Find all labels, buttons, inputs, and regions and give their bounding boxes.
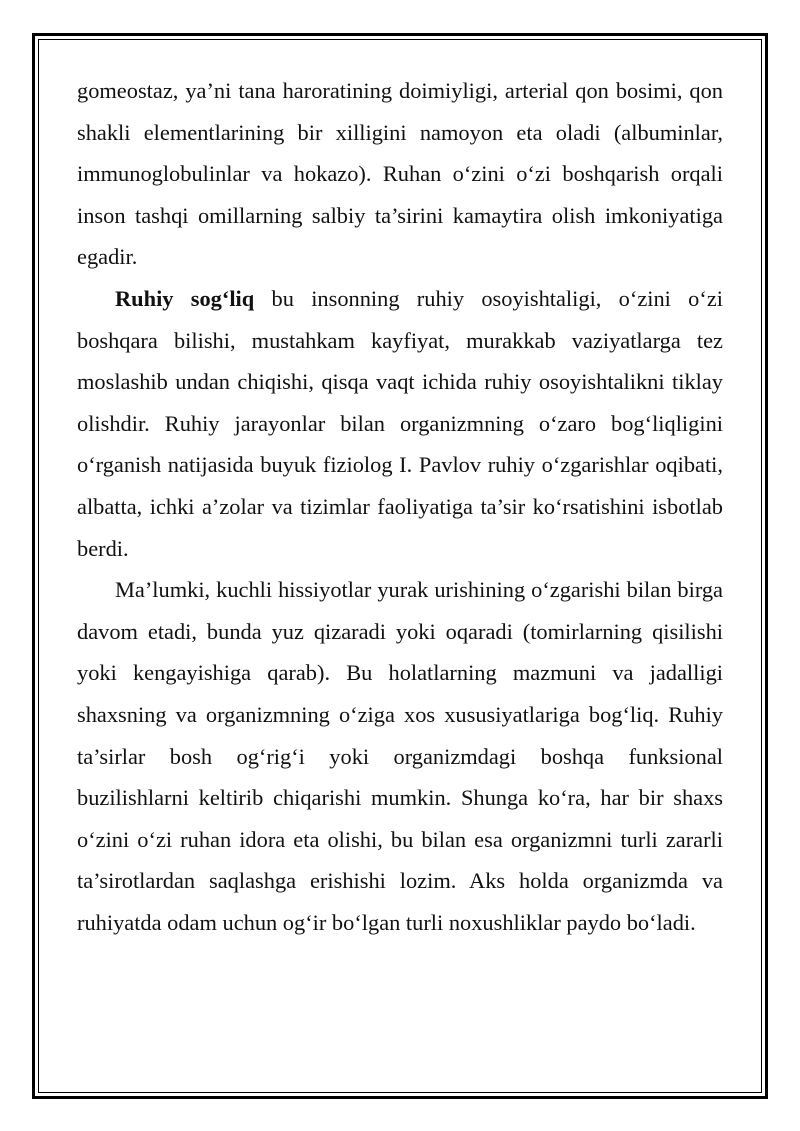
document-body [77,70,723,943]
paragraph-mental-health [77,278,723,569]
term-ruhiy-sogliq: Ruhiy sog‘liq [115,285,255,311]
paragraph-text: bu insonning ruhiy osoyishtaligi, o‘zini o‘zi boshqara bilishi, mustahkam kayfiyat, murakkab vaziyatlarga tez moslashib undan chiqishi, qisqa vaqt ichida ruhiy osoyishtalikni tiklay olishdir. Ruhiy jarayonlar bilan organizmning o‘zaro bog‘liqligini o‘rganish natijasida buyuk fiziolog I. Pavlov ruhiy o‘zgarishlar oqibati, albatta, ichki a’zolar va tizimlar faoliyatiga ta’sir ko‘rsatishini isbotlab berdi. [77,285,723,561]
paragraph-continuation [77,70,723,278]
paragraph-text: gomeostaz, ya’ni tana haroratining doimiyligi, arterial qon bosimi, qon shakli elementlarining bir xilligini namoyon eta oladi (albuminlar, immunoglobulinlar va hokazo). Ruhan o‘zini o‘zi boshqarish orqali inson tashqi omillarning salbiy ta’sirini kamaytira olish imkoniyatiga egadir. [77,78,723,270]
paragraph-text: Ma’lumki, kuchli hissiyotlar yurak urishining o‘zgarishi bilan birga davom etadi, bunda yuz qizaradi yoki oqaradi (tomirlarning qisilishi yoki kengayishiga qarab). Bu holatlarning mazmuni va jadalligi shaxsning va organizmning o‘ziga xos xususiyatlariga bog‘liq. Ruhiy ta’sirlar bosh og‘rig‘i yoki organizmdagi boshqa funksional buzilishlarni keltirib chiqarishi mumkin. Shunga ko‘ra, har bir shaxs o‘zini o‘zi ruhan idora eta olishi, bu bilan esa organizmni turli zararli ta’sirotlardan saqlashga erishishi lozim. Aks holda organizmda va ruhiyatda odam uchun og‘ir bo‘lgan turli noxushliklar paydo bo‘ladi. [77,577,723,935]
paragraph-emotions [77,569,723,943]
